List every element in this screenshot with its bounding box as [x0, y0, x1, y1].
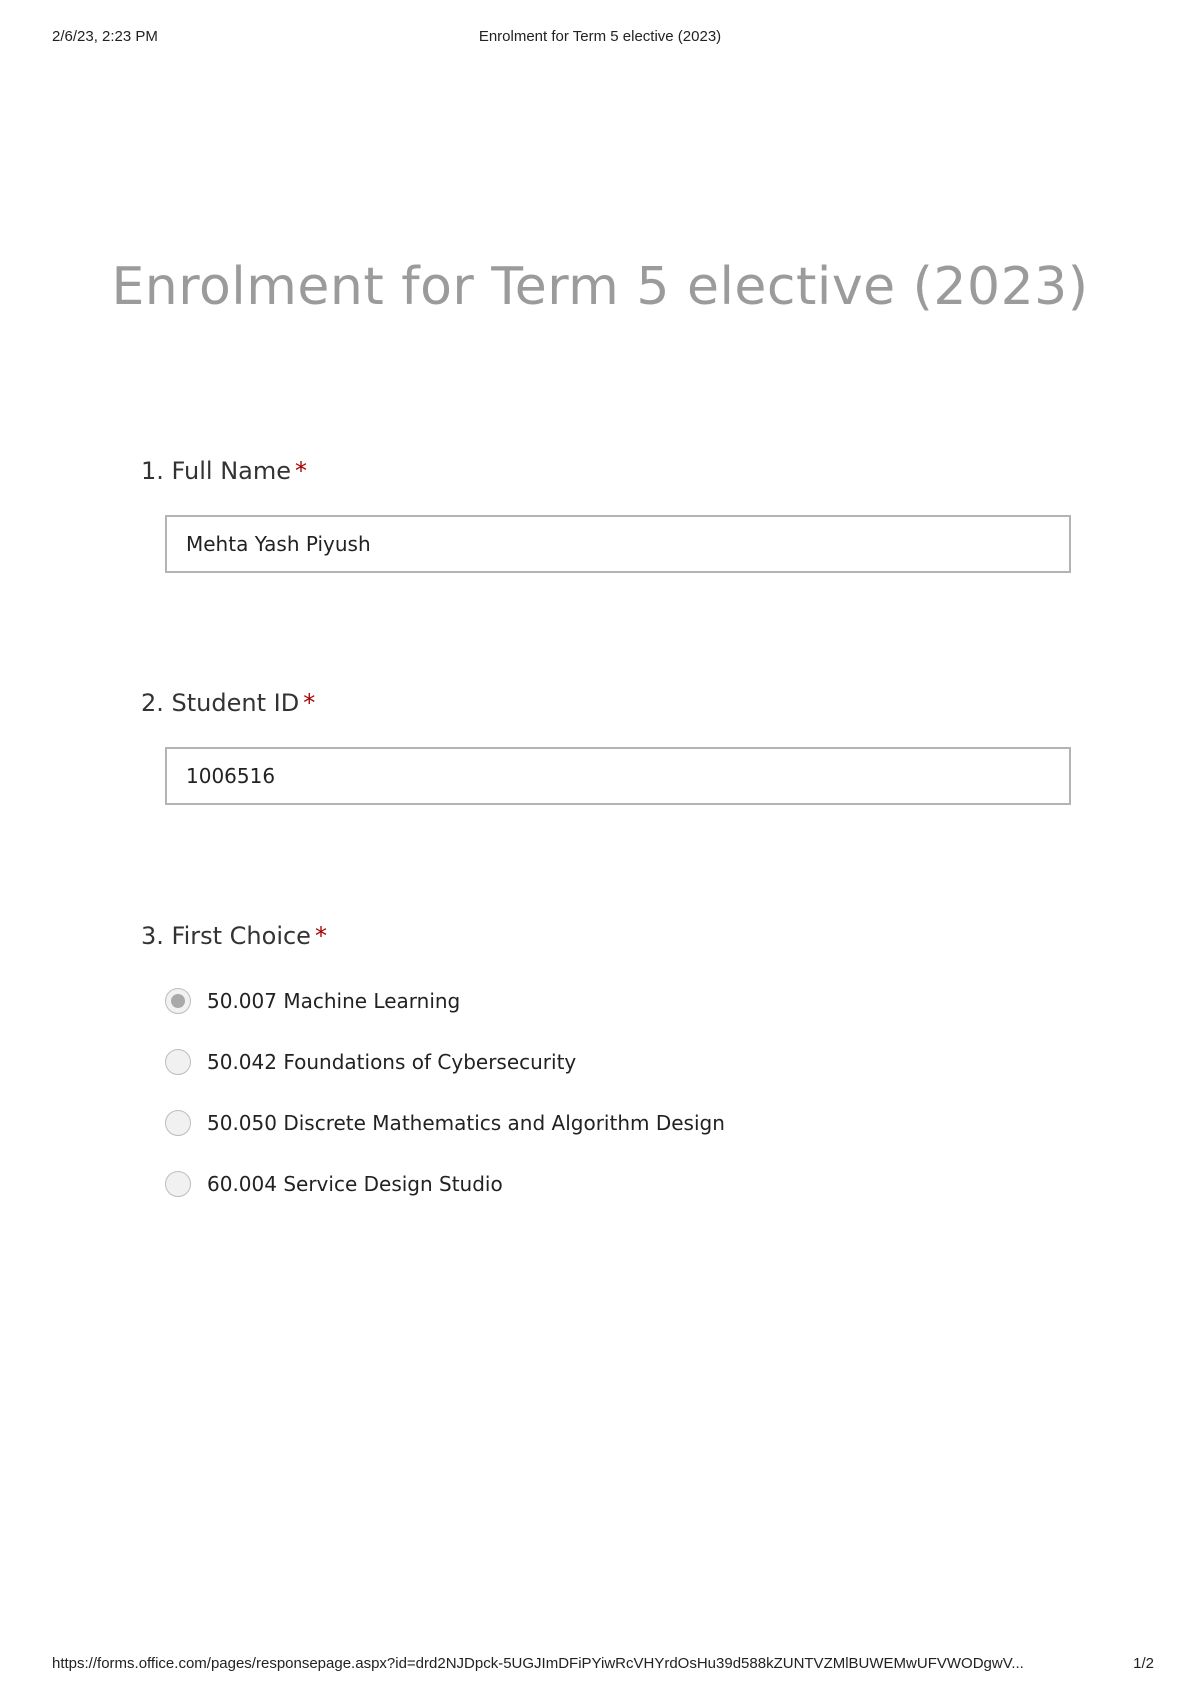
student-id-value: 1006516 [186, 764, 276, 788]
radio-option-label: 50.007 Machine Learning [207, 988, 461, 1013]
question-label [141, 455, 1081, 487]
required-marker: * [295, 457, 307, 485]
radio-option-machine-learning[interactable] [165, 970, 1081, 1031]
full-name-input[interactable] [165, 515, 1071, 573]
radio-option-service-design[interactable] [165, 1153, 1081, 1214]
required-marker: * [314, 922, 327, 950]
required-marker: * [303, 689, 316, 717]
print-footer-url: https://forms.office.com/pages/responsepage.aspx?id=drd2NJDpck-5UGJImDFiPYiwRcVHYrdOsHu39d588kZUNTVZMlBUWEMwUFVWODgwV... [52, 1655, 1024, 1672]
question-label-text: 2. Student ID [141, 689, 300, 717]
form-title: Enrolment for Term 5 elective (2023) [111, 256, 1089, 317]
question-student-id [141, 687, 1081, 805]
print-datetime: 2/6/23, 2:23 PM [52, 28, 158, 45]
print-page-title: Enrolment for Term 5 elective (2023) [478, 28, 722, 45]
question-label [141, 687, 1081, 719]
radio-option-cybersecurity[interactable] [165, 1031, 1081, 1092]
question-label-text: 1. Full Name [141, 457, 291, 485]
question-label [141, 920, 1081, 952]
first-choice-options [165, 970, 1081, 1214]
full-name-value: Mehta Yash Piyush [186, 532, 371, 556]
question-first-choice [141, 920, 1081, 1214]
print-page-number: 1/2 [1133, 1655, 1154, 1672]
question-label-text: 3. First Choice [141, 922, 311, 950]
radio-button[interactable] [165, 1049, 191, 1075]
radio-option-label: 50.050 Discrete Mathematics and Algorithm Design [207, 1110, 725, 1135]
radio-option-discrete-math[interactable] [165, 1092, 1081, 1153]
radio-button[interactable] [165, 988, 191, 1014]
radio-option-label: 60.004 Service Design Studio [207, 1171, 503, 1196]
radio-button[interactable] [165, 1171, 191, 1197]
radio-button[interactable] [165, 1110, 191, 1136]
question-full-name [141, 455, 1081, 573]
student-id-input[interactable] [165, 747, 1071, 805]
radio-option-label: 50.042 Foundations of Cybersecurity [207, 1049, 577, 1074]
